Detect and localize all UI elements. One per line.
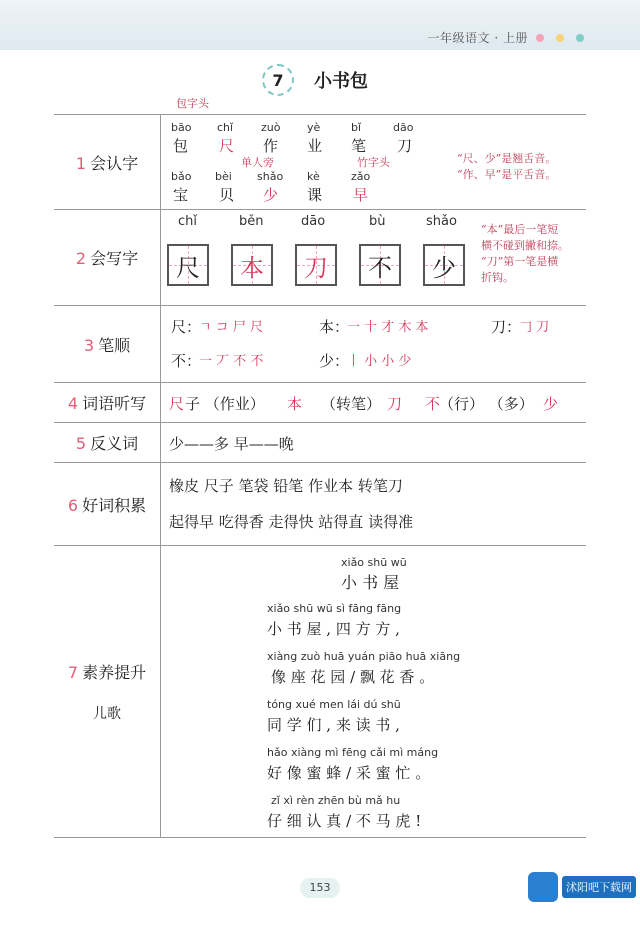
grid-box: 尺 [167,244,209,286]
poem-title-pinyin: xiǎo shū wū [341,556,407,569]
poem: xiǎo shū wū 小 书 屋 xiǎo shū wū sì fāng fāng 小 书 屋 , 四 方 方 , xiàng zuò huā yuán piāo huā xiāng 像 座 花 园 / 飘 花 香 。 tóng xué men lái dú shū 同 学 们 , 来 读 书 , hǎo xiàng mì fēng cǎi mì máng 好 像 蜜 蜂 / 采 蜜 忙 。 zǐ xì rèn zhēn bù mǎ hu 仔 细 认 真 / 不 马 虎 ! [267,556,461,830]
antonym-pairs: 少——多 早——晚 [169,435,294,453]
row-literacy: 7 素养提升 儿歌 xiǎo shū wū 小 书 屋 xiǎo shū wū sì fāng fāng 小 书 屋 , 四 方 方 , xiàng zuò huā yuán piāo huā xiāng 像 座 花 园 / 飘 花 香 。 tóng xué men lái dú shū 同 学 们 , 来 读 书 , hǎo xiàng mì fēng cǎi mì máng 好 像 蜜 蜂 / 采 蜜 忙 。 zǐ xì rèn zhēn bù mǎ hu 仔 细 认 真 / 不 马 虎 ! [54,546,586,838]
row-write: 2 会写字 chǐ 尺 běn 本 dāo 刀 bù 不 shǎo 少 “本”最后一笔短 横不碰到撇和捺。 “刀”第一笔是横 折钩。 [54,210,586,306]
decor-dot-teal [576,34,584,42]
page-number: 153 [300,878,340,898]
write-chars: chǐ 尺 běn 本 dāo 刀 bù 不 shǎo 少 “本”最后一笔短 横不碰到撇和捺。 “刀”第一笔是横 折钩。 [161,210,586,305]
grid-box: 刀 [295,244,337,286]
row-label: 1 会认字 [54,115,161,209]
lesson-table [54,114,586,838]
lesson-title: 小书包 [314,71,368,92]
word-list-2: 起得早 吃得香 走得快 站得直 读得准 [169,513,414,531]
row-good-words: 6 好词积累 橡皮 尺子 笔袋 铅笔 作业本 转笔刀 起得早 吃得香 走得快 站得直 读得准 [54,463,586,546]
page-header [0,0,640,50]
recognize-chars: bāo 包 chǐ 尺 zuò 作 yè 业 bǐ 笔 dāo 刀 单人旁 竹字头 bǎo 宝 bèi 贝 shǎo 少 kè 课 zǎo 早 “尺、少”是翘舌音。 “作、早”是平舌音。 [171,121,557,204]
lesson-heading [262,64,368,96]
watermark: 沭阳吧下载网 [528,872,636,902]
row-antonyms: 5 反义词 少——多 早——晚 [54,423,586,463]
word-list-1: 橡皮 尺子 笔袋 铅笔 作业本 转笔刀 [169,477,403,495]
dictation-words: 尺 子 （作业） 本 （转笔） 刀 不 （行） （多） 少 [169,395,559,413]
note-baozitou: 包字头 [176,97,209,110]
watermark-logo-icon [528,872,558,902]
lesson-number: 7 [262,64,294,96]
poem-title: 小 书 屋 [341,573,400,592]
grid-box: 本 [231,244,273,286]
book-title: 一年级语文 · 上册 [427,31,528,45]
decor-dot-yellow [556,34,564,42]
row-recognize [54,115,586,210]
row-dictation: 4 词语听写 尺 子 （作业） 本 （转笔） 刀 不 （行） （多） 少 [54,383,586,423]
grid-box: 不 [359,244,401,286]
grid-box: 少 [423,244,465,286]
stroke-order: 尺： ㄱ コ 尸 尺 本： 一 十 才 木 本 刀： 𠃌 刀 不： 一 丆 不 不 少： 丨 小 小 少 [171,318,550,370]
decor-dot-pink [536,34,544,42]
row-stroke-order: 3 笔顺 尺： ㄱ コ 尸 尺 本： 一 十 才 木 本 刀： 𠃌 刀 不： 一 丆 不 不 少： 丨 小 小 少 [54,306,586,383]
